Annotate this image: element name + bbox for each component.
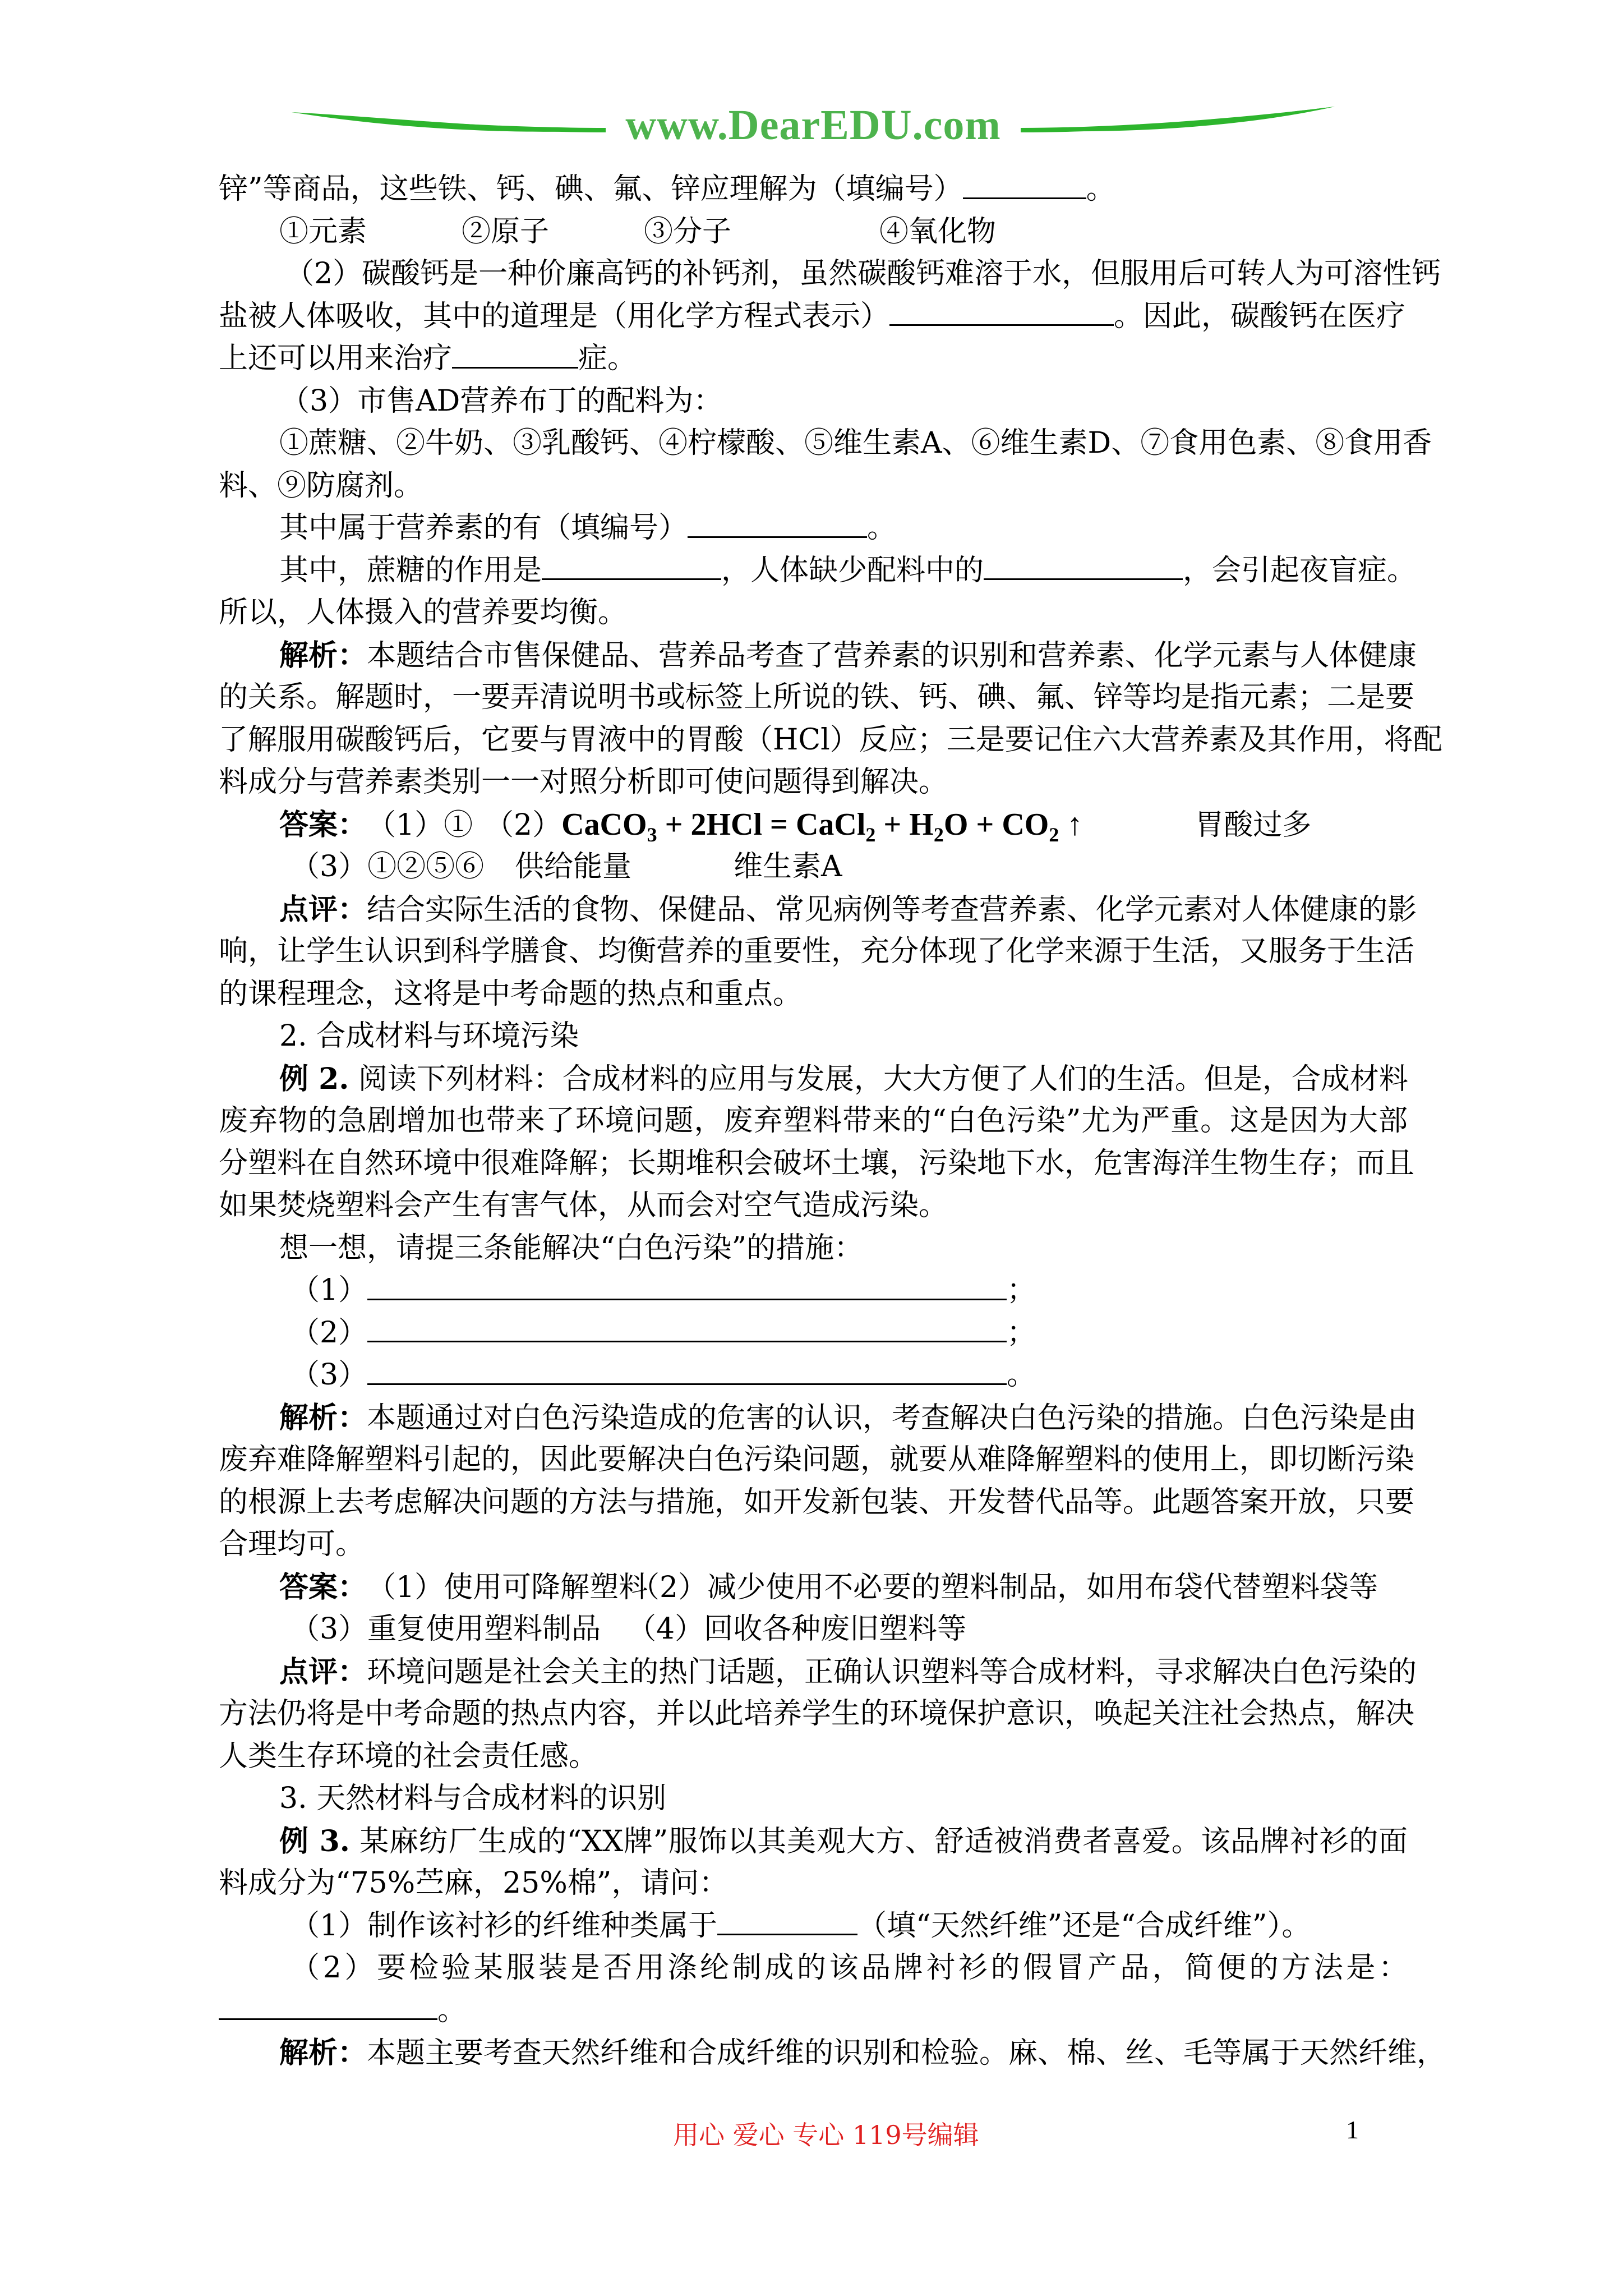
text-line: 的关系。解题时，一要弄清说明书或标签上所说的铁、钙、碘、氟、锌等均是指元素；二是要 [219, 680, 1415, 714]
analysis-line: 解析：本题通过对白色污染造成的危害的认识，考查解决白色污染的措施。白色污染是由 [279, 1400, 1417, 1435]
page-number: 1 [1346, 2115, 1359, 2144]
example-line: 例 3. 某麻纺厂生成的“XX牌”服饰以其美观大方、舒适被消费者喜爱。该品牌衬衫的面 [279, 1824, 1408, 1858]
text-line: 了解服用碳酸钙后，它要与胃液中的胃酸（HCl）反应；三是要记住六大营养素及其作用，将配 [219, 723, 1442, 757]
text-line: 料、⑨防腐剂。 [219, 468, 423, 503]
text-line: 想一想，请提三条能解决“白色污染”的措施： [279, 1231, 864, 1265]
answer-line: （3）重复使用塑料制品 （4）回收各种废旧塑料等 [291, 1612, 967, 1646]
example-label: 例 3. [279, 1824, 350, 1858]
text-line: ①蔗糖、②牛奶、③乳酸钙、④柠檬酸、⑤维生素A、⑥维生素D、⑦食用色素、⑧食用香 [279, 426, 1432, 460]
text-line: 的根源上去考虑解决问题的方法与措施，如开发新包装、开发替代品等。此题答案开放，只要 [219, 1485, 1415, 1519]
site-title[interactable]: www.DearEDU.com [625, 102, 1001, 149]
comment-line: 点评：环境问题是社会关主的热门话题，正确认识塑料等合成材料，寻求解决白色污染的 [279, 1654, 1417, 1689]
text-line: 其中属于营养素的有（填编号） 。 [279, 511, 897, 545]
answer-label: 答案： [279, 1570, 367, 1604]
text-line: 人类生存环境的社会责任感。 [219, 1739, 598, 1773]
text-line: 料成分与营养素类别一一对照分析即可使问题得到解决。 [219, 765, 948, 799]
answer-label: 答案： [279, 807, 367, 842]
document-body [219, 168, 1446, 2074]
answer-line: 答案：（1）① （2）CaCO$_3$ + 2HCl = CaCl$_2$ + $H_2O + CO_2$ ↑ 胃酸过多 [279, 807, 1312, 846]
blank-line: 。 [219, 1990, 1408, 2032]
text-line: 锌”等商品，这些铁、钙、碘、氟、锌应理解为（填编号） 。 [219, 172, 1115, 206]
analysis-line: 解析：本题结合市售保健品、营养品考查了营养素的识别和营养素、化学元素与人体健康 [279, 638, 1417, 673]
text-line: 的课程理念，这将是中考命题的热点和重点。 [219, 977, 803, 1011]
analysis-label: 解析： [279, 638, 367, 673]
footer-text: 用心 爱心 专心 119号编辑 [673, 2120, 979, 2150]
analysis-label: 解析： [279, 2036, 367, 2070]
answer-line: （3）①②⑤⑥ 供给能量 维生素A [291, 850, 842, 884]
text-line: 废弃难降解塑料引起的，因此要解决白色污染问题，就要从难降解塑料的使用上，即切断污染 [219, 1443, 1415, 1476]
text-line: 如果焚烧塑料会产生有害气体，从而会对空气造成污染。 [219, 1189, 948, 1222]
text-line: 盐被人体吸收，其中的道理是（用化学方程式表示） 。因此，碳酸钙在医疗 [219, 299, 1406, 333]
text-line: （3）市售AD营养布丁的配料为： [280, 384, 723, 418]
text-line: 响，让学生认识到科学膳食、均衡营养的重要性，充分体现了化学来源于生活，又服务于生活 [219, 935, 1415, 968]
text-line: 所以，人体摄入的营养要均衡。 [219, 596, 628, 629]
section-heading: 2. 合成材料与环境污染 [279, 1019, 579, 1053]
answer-line: 答案：（1）使用可降解塑料（2）减少使用不必要的塑料制品，如用布袋代替塑料袋等 [279, 1570, 1378, 1604]
analysis-line: 解析：本题主要考查天然纤维和合成纤维的识别和检验。麻、棉、丝、毛等属于天然纤维， [279, 2036, 1446, 2070]
text-line: （1）制作该衬衫的纤维种类属于 （填“天然纤维”还是“合成纤维”）。 [291, 1908, 1311, 1943]
text-line: 料成分为“75%苎麻，25%棉”，请问： [219, 1866, 728, 1900]
comment-label: 点评： [279, 892, 367, 927]
text-line: 方法仍将是中考命题的热点内容，并以此培养学生的环境保护意识，唤起关注社会热点，解决 [219, 1697, 1415, 1731]
text-line: 合理均可。 [219, 1527, 365, 1561]
comment-label: 点评： [279, 1654, 367, 1689]
blank-line: （2） ； [291, 1315, 1036, 1350]
text-line: （2）碳酸钙是一种价廉高钙的补钙剂，虽然碳酸钙难溶于水，但服用后可转人为可溶性钙 [285, 257, 1441, 291]
text-line: 其中，蔗糖的作用是 ，人体缺少配料中的 ，会引起夜盲症。 [279, 553, 1417, 587]
header-banner [292, 95, 1335, 157]
text-line: （2）要检验某服装是否用涤纶制成的该品牌衬衫的假冒产品，简便的方法是： [291, 1951, 1408, 1985]
text-line: 废弃物的急剧增加也带来了环境问题，废弃塑料带来的“白色污染”尤为严重。这是因为大部 [219, 1104, 1408, 1138]
page-footer [0, 2115, 1623, 2148]
text-line: 分塑料在自然环境中很难降解；长期堆积会破坏土壤，污染地下水，危害海洋生物生存；而且 [219, 1146, 1415, 1180]
options-line: ①元素 ②原子 ③分子 ④氧化物 [279, 214, 997, 249]
chemical-equation: CaCO$_3$ + 2HCl = CaCl$_2$ + $H_2O + CO_2$ ↑ [561, 807, 1083, 846]
section-heading: 3. 天然材料与合成材料的识别 [279, 1782, 667, 1815]
text-line: 上还可以用来治疗 症。 [219, 342, 637, 375]
example-label: 例 2. [279, 1061, 349, 1096]
blank-line: （1） ； [291, 1273, 1036, 1307]
blank-line: （3） 。 [291, 1358, 1036, 1392]
analysis-label: 解析： [279, 1400, 367, 1435]
example-line: 例 2. 阅读下列材料：合成材料的应用与发展，大大方便了人们的生活。但是，合成材料 [279, 1061, 1408, 1096]
comment-line: 点评：结合实际生活的食物、保健品、常见病例等考查营养素、化学元素对人体健康的影 [279, 892, 1417, 927]
